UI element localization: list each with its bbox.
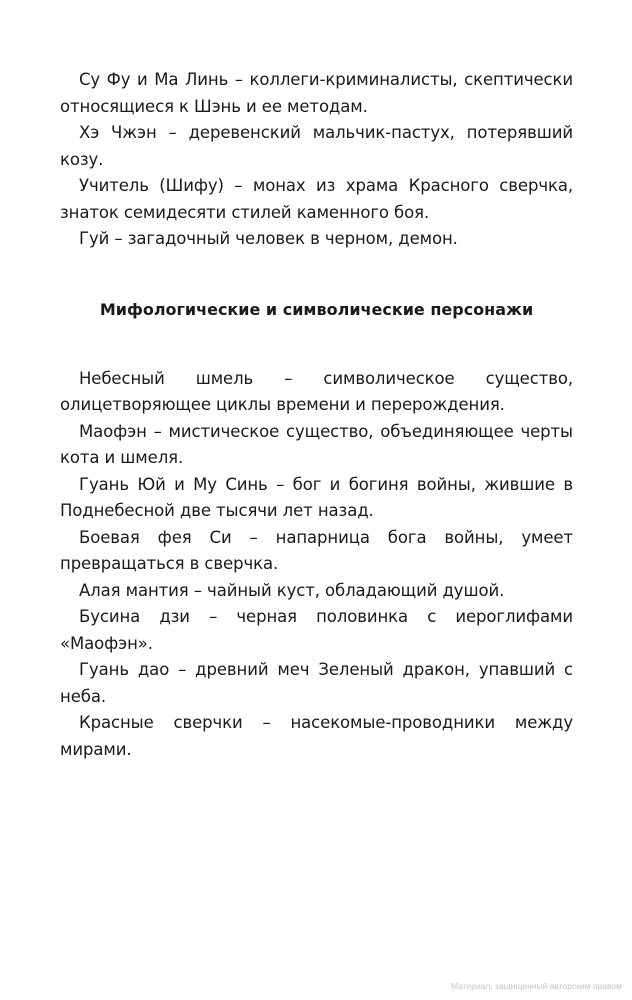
copyright-watermark: Материал, защищенный авторским правом — [450, 981, 622, 991]
character-entry-su-fu-ma-lin: Су Фу и Ма Линь – коллеги-криминалисты, скептически относящиеся к Шэнь и ее методам. — [60, 70, 573, 116]
character-entry-dzi-bead: Бусина дзи – черная половинка с иероглифами «Маофэн». — [60, 607, 573, 653]
character-entry-red-crickets: Красные сверчки – насекомые-проводники между мирами. — [60, 713, 573, 759]
character-entry-guan-yu-mu-xin: Гуань Юй и Му Синь – бог и богиня войны, жившие в Поднебесной две тысячи лет назад. — [60, 474, 573, 520]
character-entry-guan-dao: Гуань дао – древний меч Зеленый дракон, упавший с неба. — [60, 660, 573, 706]
character-entry-gui: Гуй – загадочный человек в черном, демон. — [79, 229, 458, 248]
character-entry-battle-fairy-xi: Боевая фея Си – напарница бога войны, умеет превращаться в сверчка. — [60, 527, 573, 573]
character-entry-heavenly-bumblebee: Небесный шмель – символическое существо, олицетворяющее циклы времени и перерождения. — [60, 368, 573, 414]
character-entry-scarlet-robe: Алая мантия – чайный куст, обладающий душой. — [79, 580, 505, 600]
character-entry-maofeng: Маофэн – мистическое существо, объединяющее черты кота и шмеля. — [60, 421, 573, 467]
character-entry-he-zheng: Хэ Чжэн – деревенский мальчик-пастух, потерявший козу. — [60, 123, 573, 169]
section-heading: Мифологические и символические персонажи — [99, 299, 534, 319]
character-entry-teacher: Учитель (Шифу) – монах из храма Красного сверчка, знаток семидесяти стилей каменного боя. — [60, 176, 573, 222]
page-content — [60, 67, 573, 763]
